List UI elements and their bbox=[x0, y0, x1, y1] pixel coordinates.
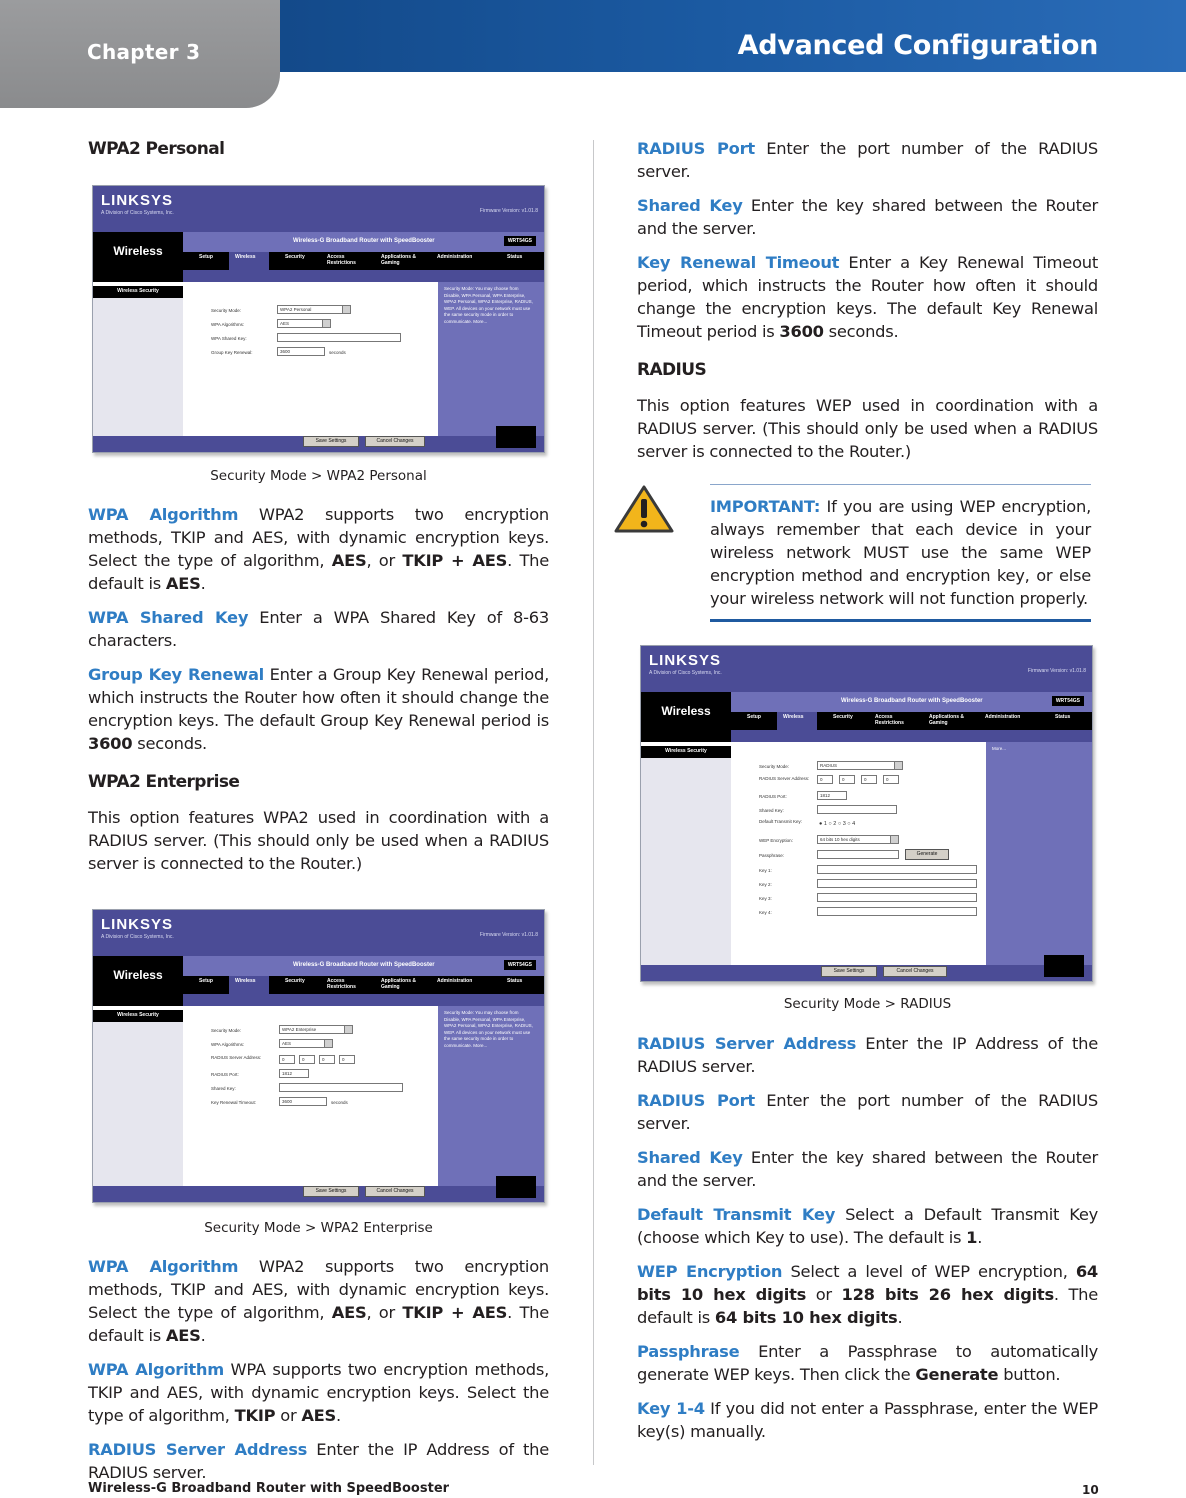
radius-ip-octet-1[interactable]: 0 bbox=[279, 1055, 295, 1064]
wpa-algorithm-select[interactable]: AES bbox=[279, 1039, 333, 1048]
para-key-renewal-timeout: Key Renewal Timeout Enter a Key Renewal Timeout period, which instructs the Router how often it should change the encryption keys. The default Key Renewal Timeout period is 3600 seconds. bbox=[637, 253, 1098, 341]
key-1-input[interactable] bbox=[817, 865, 977, 874]
tab-wireless[interactable]: Wireless bbox=[235, 254, 256, 260]
para-key-1-4: Key 1-4 If you did not enter a Passphrase, enter the WEP key(s) manually. bbox=[637, 1399, 1098, 1441]
para-radius-port: RADIUS Port Enter the port number of the RADIUS server. bbox=[637, 139, 1098, 181]
radius-ip-octet-1[interactable]: 0 bbox=[817, 775, 833, 784]
tab-wireless[interactable]: Wireless bbox=[235, 978, 256, 984]
linksys-logo: LINKSYS bbox=[101, 192, 174, 209]
radius-ip-octet-2[interactable]: 0 bbox=[299, 1055, 315, 1064]
tab-status[interactable]: Status bbox=[507, 254, 523, 260]
para-radius-server-address: RADIUS Server Address Enter the IP Address of the RADIUS server. bbox=[88, 1440, 549, 1482]
left-column bbox=[88, 130, 549, 1484]
para-wpa-algorithm: WPA Algorithm WPA2 supports two encryption methods, TKIP and AES, with dynamic encryption keys. Select the type of algorithm, AES, or TKIP + AES. The default is AES. bbox=[88, 505, 549, 593]
radius-port-input[interactable]: 1812 bbox=[817, 791, 847, 800]
linksys-logo: LINKSYS bbox=[101, 916, 174, 933]
cancel-changes-button[interactable]: Cancel Changes bbox=[365, 436, 425, 447]
tab-access[interactable]: Access Restrictions bbox=[327, 254, 356, 266]
save-settings-button[interactable]: Save Settings bbox=[303, 436, 359, 447]
screenshot-wpa2-enterprise: LINKSYS A Division of Cisco Systems, Inc. Firmware Version: v1.01.8 Wireless Wireless-G Broadband Router with SpeedBooster WRT54GS Setup Wireless Security Access Restrictions Applications & Gaming Administration Status Wireless Security Security Mode: You may choose from Disable, WPA Personal, WPA Enterprise, WPA2 Personal, WPA2 Enterprise, RADIUS, WEP. All devices on your network must use the same security mode in order to communicate. More... Security Mode: WPA Algorithms: RADIUS Server Address: RADIUS Port: Shared Key: Key Renewal Timeout: WPA2 Enterprise AES 0 0 0 0 1812 3600 seconds Save Settings Cancel Changes bbox=[92, 909, 545, 1203]
para-passphrase: Passphrase Enter a Passphrase to automatically generate WEP keys. Then click the Generate button. bbox=[637, 1342, 1098, 1384]
cancel-changes-button[interactable]: Cancel Changes bbox=[365, 1186, 425, 1197]
heading-radius: RADIUS bbox=[637, 360, 707, 380]
radius-ip-octet-4[interactable]: 0 bbox=[883, 775, 899, 784]
chapter-label: Chapter 3 bbox=[87, 40, 201, 64]
right-column bbox=[637, 130, 1098, 463]
tab-access[interactable]: Access Restrictions bbox=[327, 978, 356, 990]
radius-ip-octet-2[interactable]: 0 bbox=[839, 775, 855, 784]
chapter-tab bbox=[0, 0, 280, 108]
tab-admin[interactable]: Administration bbox=[437, 978, 473, 984]
page-title: Advanced Configuration bbox=[737, 30, 1098, 61]
wpa-algorithm-select[interactable]: AES bbox=[277, 319, 331, 328]
security-mode-select[interactable]: WPA2 Enterprise bbox=[279, 1025, 353, 1034]
radius-ip-octet-3[interactable]: 0 bbox=[861, 775, 877, 784]
page-number: 10 bbox=[1082, 1483, 1099, 1497]
tab-status[interactable]: Status bbox=[1055, 714, 1071, 720]
important-bottom-rule bbox=[710, 619, 1091, 622]
tab-setup[interactable]: Setup bbox=[199, 254, 213, 260]
footer-product-name: Wireless-G Broadband Router with SpeedBooster bbox=[88, 1481, 450, 1496]
save-settings-button[interactable]: Save Settings bbox=[821, 966, 877, 977]
tab-apps[interactable]: Applications & Gaming bbox=[929, 714, 965, 726]
cisco-logo bbox=[496, 426, 536, 448]
radius-ip-octet-3[interactable]: 0 bbox=[319, 1055, 335, 1064]
radius-port-input[interactable]: 1812 bbox=[279, 1069, 309, 1078]
right-column-lower bbox=[637, 1032, 1098, 1443]
tab-setup[interactable]: Setup bbox=[199, 978, 213, 984]
cancel-changes-button[interactable]: Cancel Changes bbox=[883, 966, 947, 977]
tab-security[interactable]: Security bbox=[285, 978, 305, 984]
tab-security[interactable]: Security bbox=[285, 254, 305, 260]
key-2-input[interactable] bbox=[817, 879, 977, 888]
para-radius: This option features WEP used in coordination with a RADIUS server. (This should only be used when a RADIUS server is connected to the Router.) bbox=[637, 396, 1098, 461]
tab-admin[interactable]: Administration bbox=[437, 254, 473, 260]
passphrase-input[interactable] bbox=[817, 850, 899, 859]
para-wep-encryption: WEP Encryption Select a level of WEP encryption, 64 bits 10 hex digits or 128 bits 26 hex digits. The default is 64 bits 10 hex digits. bbox=[637, 1262, 1098, 1327]
tab-admin[interactable]: Administration bbox=[985, 714, 1021, 720]
group-key-renewal-input[interactable]: 3600 bbox=[277, 347, 325, 356]
column-divider bbox=[593, 140, 594, 1465]
tab-security[interactable]: Security bbox=[833, 714, 853, 720]
heading-wpa2-enterprise: WPA2 Enterprise bbox=[88, 772, 240, 792]
para-radius-port-2: RADIUS Port Enter the port number of the RADIUS server. bbox=[637, 1091, 1098, 1133]
tab-status[interactable]: Status bbox=[507, 978, 523, 984]
save-settings-button[interactable]: Save Settings bbox=[303, 1186, 359, 1197]
shared-key-input[interactable] bbox=[817, 805, 897, 814]
important-notice: IMPORTANT: If you are using WEP encryption, always remember that each device in your wireless network MUST use the same WEP encryption method and encryption key, or else your wireless network will not function properly. bbox=[710, 497, 1091, 608]
tab-apps[interactable]: Applications & Gaming bbox=[381, 978, 417, 990]
caption-radius: Security Mode > RADIUS bbox=[783, 996, 952, 1012]
heading-wpa2-personal: WPA2 Personal bbox=[88, 139, 225, 159]
tab-wireless[interactable]: Wireless bbox=[783, 714, 804, 720]
wpa-shared-key-input[interactable] bbox=[277, 333, 401, 342]
radius-ip-octet-4[interactable]: 0 bbox=[339, 1055, 355, 1064]
caption-wpa2-enterprise: Security Mode > WPA2 Enterprise bbox=[204, 1220, 433, 1236]
key-4-input[interactable] bbox=[817, 907, 977, 916]
security-mode-select[interactable]: RADIUS bbox=[817, 761, 903, 770]
para-radius-server-address-2: RADIUS Server Address Enter the IP Address of the RADIUS server. bbox=[637, 1034, 1098, 1076]
caption-wpa2-personal: Security Mode > WPA2 Personal bbox=[210, 468, 427, 484]
key-3-input[interactable] bbox=[817, 893, 977, 902]
screenshot-wpa2-personal: LINKSYS A Division of Cisco Systems, Inc. Firmware Version: v1.01.8 Wireless Wireless-G Broadband Router with SpeedBooster WRT54GS Setup Wireless Security Access Restrictions Applications & Gaming Administration Status Wireless Security Security Mode: You may choose from Disable, WPA Personal, WPA Enterprise, WPA2 Personal, WPA2 Enterprise, RADIUS, WEP. All devices on your network must use the same security mode in order to communicate. More... Security Mode: WPA Algorithms: WPA Shared Key: Group Key Renewal: WPA2 Personal AES 3600 seconds Save Settings Cancel Changes bbox=[92, 185, 545, 453]
screenshot-radius: LINKSYS A Division of Cisco Systems, Inc. Firmware Version: v1.01.8 Wireless Wireless-G Broadband Router with SpeedBooster WRT54GS Setup Wireless Security Access Restrictions Applications & Gaming Administration Status Wireless Security More... Security Mode: RADIUS Server Address: RADIUS Port: Shared Key: Default Transmit Key: WEP Encryption: Passphrase: Key 1: Key 2: Key 3: Key 4: RADIUS 0 0 0 0 1812 ● 1 ○ 2 ○ 3 ○ 4 64 bits 10 hex digits Generate Save Settings Cancel Changes bbox=[640, 645, 1093, 982]
para-wpa-shared-key: WPA Shared Key Enter a WPA Shared Key of 8-63 characters. bbox=[88, 608, 549, 650]
tab-apps[interactable]: Applications & Gaming bbox=[381, 254, 417, 266]
warning-triangle-icon bbox=[613, 484, 675, 534]
cisco-logo bbox=[496, 1176, 536, 1198]
cisco-logo bbox=[1044, 955, 1084, 977]
wep-encryption-select[interactable]: 64 bits 10 hex digits bbox=[817, 835, 899, 844]
key-renewal-timeout-input[interactable]: 3600 bbox=[279, 1097, 327, 1106]
para-shared-key: Shared Key Enter the key shared between the Router and the server. bbox=[637, 196, 1098, 238]
para-wpa-algorithm-3: WPA Algorithm WPA supports two encryption methods, TKIP and AES, with dynamic encryption keys. Select the type of algorithm, TKIP or AES. bbox=[88, 1360, 549, 1425]
para-wpa-algorithm-2: WPA Algorithm WPA2 supports two encryption methods, TKIP and AES, with dynamic encryption keys. Select the type of algorithm, AES, or TKIP + AES. The default is AES. bbox=[88, 1257, 549, 1345]
para-group-key-renewal: Group Key Renewal Enter a Group Key Renewal period, which instructs the Router how often it should change the encryption keys. The default Group Key Renewal period is 3600 seconds. bbox=[88, 665, 549, 753]
para-default-transmit-key: Default Transmit Key Select a Default Transmit Key (choose which Key to use). The default is 1. bbox=[637, 1205, 1098, 1247]
linksys-logo: LINKSYS bbox=[649, 652, 722, 669]
para-wpa2-enterprise: This option features WPA2 used in coordination with a RADIUS server. (This should only be used when a RADIUS server is connected to the Router.) bbox=[88, 808, 549, 873]
tab-access[interactable]: Access Restrictions bbox=[875, 714, 904, 726]
para-shared-key-2: Shared Key Enter the key shared between the Router and the server. bbox=[637, 1148, 1098, 1190]
generate-button[interactable]: Generate bbox=[905, 849, 949, 860]
default-transmit-key-radios[interactable]: ● 1 ○ 2 ○ 3 ○ 4 bbox=[819, 821, 856, 827]
shared-key-input[interactable] bbox=[279, 1083, 403, 1092]
security-mode-select[interactable]: WPA2 Personal bbox=[277, 305, 351, 314]
tab-setup[interactable]: Setup bbox=[747, 714, 761, 720]
